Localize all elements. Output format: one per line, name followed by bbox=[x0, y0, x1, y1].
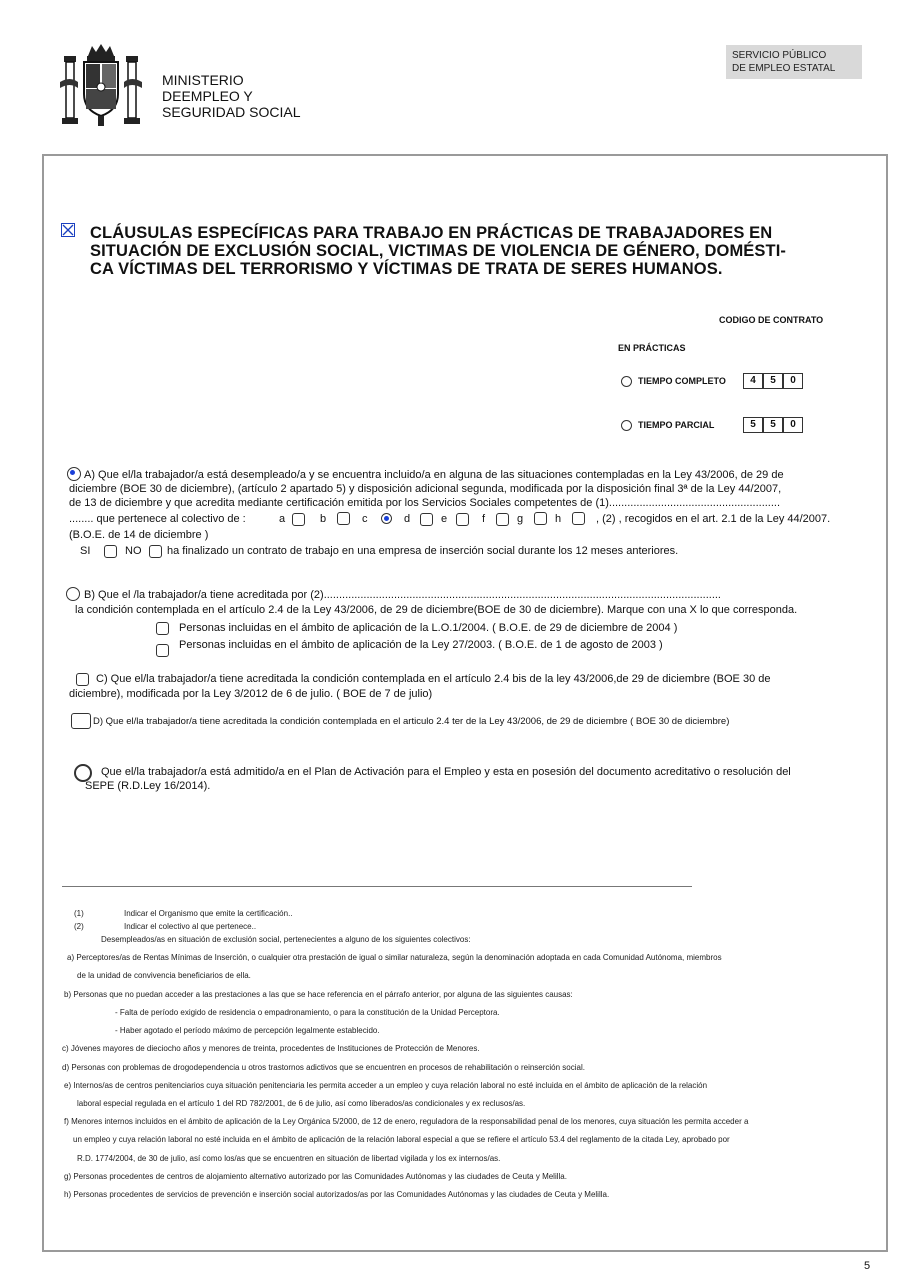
clause-d-checkbox[interactable] bbox=[71, 713, 91, 729]
code-digit: 4 bbox=[743, 373, 763, 389]
agency-line: DE EMPLEO ESTATAL bbox=[732, 63, 836, 74]
option-c-label: c bbox=[362, 513, 368, 525]
code-digit: 5 bbox=[763, 373, 783, 389]
clause-b-option1-checkbox[interactable] bbox=[156, 622, 169, 635]
option-e-label: e bbox=[441, 513, 448, 525]
option-a-checkbox[interactable] bbox=[292, 513, 305, 526]
clause-a-line: A) Que el/la trabajador/a está desempleado/a y se encuentra incluido/a en alguna de las situaciones contempladas en la Ley 43/2006, de 29 de bbox=[84, 469, 784, 481]
ministry-line: MINISTERIO bbox=[162, 72, 244, 88]
yes-label: SI bbox=[80, 545, 91, 557]
code-digit: 5 bbox=[743, 417, 763, 433]
clause-a-radio[interactable] bbox=[67, 467, 81, 481]
ministry-line: SEGURIDAD SOCIAL bbox=[162, 104, 301, 120]
clause-b-option2: Personas incluidas en el ámbito de aplicación de la Ley 27/2003. ( B.O.E. de 1 de agosto de 2003 ) bbox=[179, 639, 663, 651]
collective-item: b) Personas que no puedan acceder a las prestaciones a las que se hace referencia en el párrafo anterior, por alguna de las siguientes causas: bbox=[64, 990, 573, 999]
option-c-radio[interactable] bbox=[381, 513, 392, 524]
option-e-checkbox[interactable] bbox=[456, 513, 469, 526]
checkmark-x-icon bbox=[62, 224, 74, 236]
clause-b-option1: Personas incluidas en el ámbito de aplicación de la L.O.1/2004. ( B.O.E. de 29 de diciembre de 2004 ) bbox=[179, 622, 678, 634]
collective-item: un empleo y cuya relación laboral no esté incluida en el ámbito de aplicación de la relación laboral especial a que se refiere el artículo 53.4 del reglamento de la citada Ley, aprobado por bbox=[73, 1135, 730, 1144]
clause-e-line: Que el/la trabajador/a está admitido/a en el Plan de Activación para el Empleo y esta en posesión del documento acreditativo o resolución del bbox=[101, 766, 791, 778]
coat-of-arms-logo bbox=[58, 42, 144, 130]
title-line: CA VÍCTIMAS DEL TERRORISMO Y VÍCTIMAS DE TRATA DE SERES HUMANOS. bbox=[90, 260, 723, 278]
no-label: NO bbox=[125, 545, 142, 557]
internship-label: EN PRÁCTICAS bbox=[618, 343, 686, 353]
full-time-label: TIEMPO COMPLETO bbox=[638, 376, 726, 386]
option-f-label: f bbox=[482, 513, 486, 525]
no-checkbox[interactable] bbox=[149, 545, 162, 558]
code-digit: 0 bbox=[783, 417, 803, 433]
collective-item: a) Perceptores/as de Rentas Mínimas de Inserción, o cualquier otra prestación de igual o similar naturaleza, según la denominación adoptada en cada Comunidad Autónoma, miembros bbox=[67, 953, 722, 962]
footnote-text: Indicar el Organismo que emite la certificación.. bbox=[124, 909, 293, 918]
collective-item: de la unidad de convivencia beneficiarios de ella. bbox=[77, 971, 251, 980]
footnote-number: (1) bbox=[74, 909, 84, 918]
option-a-label: a bbox=[279, 513, 286, 525]
option-d-checkbox[interactable] bbox=[420, 513, 433, 526]
collective-item: R.D. 1774/2004, de 30 de julio, así como los/as que se encuentren en situación de libertad vigilada y los ex internos/as. bbox=[77, 1154, 501, 1163]
clause-a-line: ha finalizado un contrato de trabajo en una empresa de inserción social durante los 12 meses anteriores. bbox=[167, 545, 679, 557]
footnote-number: (2) bbox=[74, 922, 84, 931]
clause-a-line: diciembre (BOE 30 de diciembre), (artículo 2 apartado 5) y disposición adicional segunda, modificada por la disposición final 3ª de la Ley 44/2007, bbox=[69, 483, 782, 495]
clause-a-line: , (2) , recogidos en el art. 2.1 de la Ley 44/2007. bbox=[596, 513, 831, 525]
clause-c-line: C) Que el/la trabajador/a tiene acreditada la condición contemplada en el artículo 2.4 bis de la ley 43/2006,de 29 de diciembre (BOE 30 de bbox=[96, 673, 771, 685]
title-line: CLÁUSULAS ESPECÍFICAS PARA TRABAJO EN PRÁCTICAS DE TRABAJADORES EN bbox=[90, 224, 773, 242]
clause-a-line: ........ que pertenece al colectivo de : bbox=[69, 513, 246, 525]
footnote-intro: Desempleados/as en situación de exclusión social, pertenecientes a alguno de los siguientes colectivos: bbox=[101, 935, 471, 944]
agency-label bbox=[726, 45, 862, 79]
collective-item: c) Jóvenes mayores de dieciocho años y menores de treinta, procedentes de Instituciones de Protección de Menores. bbox=[62, 1044, 480, 1053]
full-time-radio[interactable] bbox=[621, 376, 632, 387]
clause-b-line: la condición contemplada en el artículo 2.4 de la Ley 43/2006, de 29 de diciembre(BOE de 30 de diciembre). Marque con una X lo que corresponda. bbox=[75, 604, 798, 616]
option-b-label: b bbox=[320, 513, 327, 525]
footnote-text: Indicar el colectivo al que pertenece.. bbox=[124, 922, 257, 931]
clause-b-radio[interactable] bbox=[66, 587, 80, 601]
collective-item: e) Internos/as de centros penitenciarios cuya situación penitenciaria les permita acceder a un empleo y cuya relación laboral no esté incluida en el ámbito de aplicación de la relación bbox=[64, 1081, 708, 1090]
code-digit: 0 bbox=[783, 373, 803, 389]
clause-a-line: (B.O.E. de 14 de diciembre ) bbox=[69, 529, 209, 541]
yes-checkbox[interactable] bbox=[104, 545, 117, 558]
clause-c-checkbox[interactable] bbox=[76, 673, 89, 686]
collective-item: f) Menores internos incluidos en el ámbito de aplicación de la Ley Orgánica 5/2000, de 12 de enero, reguladora de la responsabilidad penal de los menores, cuya situación les permita acceder a bbox=[64, 1117, 749, 1126]
option-h-label: h bbox=[555, 513, 562, 525]
footnote-divider bbox=[62, 886, 692, 887]
clause-b-line: B) Que el /la trabajador/a tiene acreditada por (2).................................................................................................................................. bbox=[84, 589, 721, 601]
contract-code-label: CODIGO DE CONTRATO bbox=[719, 315, 824, 325]
clause-e-line: SEPE (R.D.Ley 16/2014). bbox=[85, 780, 211, 792]
part-time-label: TIEMPO PARCIAL bbox=[638, 420, 715, 430]
form-title bbox=[90, 224, 860, 278]
option-g-checkbox[interactable] bbox=[534, 512, 547, 525]
ministry-line: DEEMPLEO Y bbox=[162, 88, 253, 104]
option-d-label: d bbox=[404, 513, 411, 525]
code-digit: 5 bbox=[763, 417, 783, 433]
option-g-label: g bbox=[517, 513, 524, 525]
collective-item: laboral especial regulada en el artículo 1 del RD 782/2001, de 6 de julio, así como liberados/as condicionales y ex reclusos/as. bbox=[77, 1099, 526, 1108]
option-b-checkbox[interactable] bbox=[337, 512, 350, 525]
title-checkbox[interactable] bbox=[61, 223, 75, 237]
part-time-radio[interactable] bbox=[621, 420, 632, 431]
clause-b-option2-checkbox[interactable] bbox=[156, 644, 169, 657]
collective-item: - Haber agotado el período máximo de percepción legalmente establecido. bbox=[115, 1026, 380, 1035]
agency-line: SERVICIO PÚBLICO bbox=[732, 50, 827, 61]
collective-item: h) Personas procedentes de servicios de prevención e inserción social autorizados/as por las Comunidades Autónomas y las ciudades de Ceuta y Melilla. bbox=[64, 1190, 610, 1199]
clause-d-line: D) Que el/la trabajador/a tiene acreditada la condición contemplada en el articulo 2.4 ter de la Ley 43/2006, de 29 de diciembre ( BOE 30 de diciembre) bbox=[93, 716, 730, 727]
option-h-checkbox[interactable] bbox=[572, 512, 585, 525]
option-f-checkbox[interactable] bbox=[496, 513, 509, 526]
title-line: SITUACIÓN DE EXCLUSIÓN SOCIAL, VICTIMAS DE VIOLENCIA DE GÉNERO, DOMÉSTI- bbox=[90, 242, 786, 260]
clause-c-line: diciembre), modificada por la Ley 3/2012 de 6 de julio. ( BOE de 7 de julio) bbox=[69, 688, 433, 700]
page-number: 5 bbox=[864, 1260, 871, 1272]
collective-item: g) Personas procedentes de centros de alojamiento alternativo autorizado por las Comunidades Autónomas y las ciudades de Ceuta y Melilla. bbox=[64, 1172, 567, 1181]
ministry-name bbox=[162, 72, 300, 120]
clause-a-line: de 13 de diciembre y que acredita mediante certificación emitida por los Servicios Sociales competentes de (1)........................................................ bbox=[69, 497, 781, 509]
collective-item: - Falta de período exigido de residencia o empadronamiento, o para la constitución de la Unidad Perceptora. bbox=[115, 1008, 500, 1017]
collective-item: d) Personas con problemas de drogodependencia u otros trastornos adictivos que se encuentren en procesos de rehabilitación o reinserción social. bbox=[62, 1063, 585, 1072]
